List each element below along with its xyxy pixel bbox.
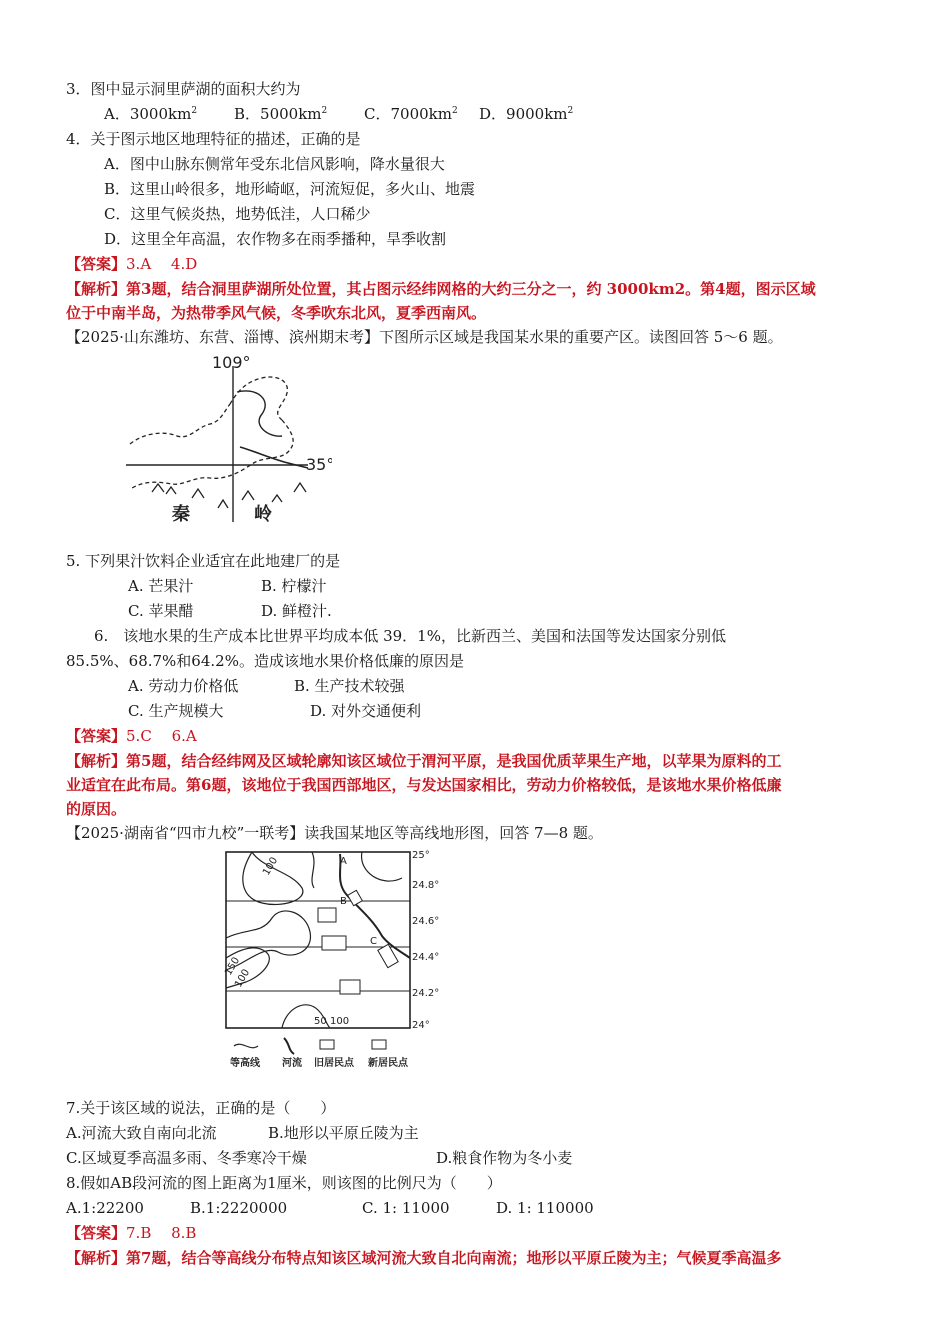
q7-option-c: C.区域夏季高温多雨、冬季寒冷干燥 xyxy=(66,1149,307,1167)
q8-stem: 8.假如AB段河流的图上距离为1厘米，则该图的比例尺为（ ） xyxy=(66,1174,502,1192)
q6-option-c: C. 生产规模大 xyxy=(128,702,224,720)
contour-label-100-bottom: 100 xyxy=(330,1016,350,1027)
q8-option-d: D. 1: 110000 xyxy=(496,1199,594,1217)
legend-new-settlement: 新居民点 xyxy=(368,1058,408,1069)
explanation-5-6-line3: 的原因。 xyxy=(66,800,127,818)
q7-option-b: B.地形以平原丘陵为主 xyxy=(268,1124,419,1142)
lat-24-2: 24.2° xyxy=(412,988,440,999)
q8-options xyxy=(66,1197,594,1219)
explanation-7-8-line1: 【解析】第7题，结合等高线分布特点知该区域河流大致自北向南流；地形以平原丘陵为主；气候夏季高温多 xyxy=(66,1249,782,1267)
q7-options-row1 xyxy=(66,1122,419,1144)
q7-stem: 7.关于该区域的说法，正确的是（ ） xyxy=(66,1099,336,1117)
lat-24-8: 24.8° xyxy=(412,880,440,891)
q5-options-row2 xyxy=(128,600,332,622)
q8-option-b: B.1:2220000 xyxy=(190,1199,288,1217)
contour-label-50: 50 xyxy=(314,1016,327,1027)
intro-7-8: 【2025·湖南省“四市九校”一联考】读我国某地区等高线地形图，回答 7—8 题。 xyxy=(66,824,603,842)
explanation-5-6-line2: 业适宜在此布局。第6题，该地位于我国西部地区，与发达国家相比，劳动力价格较低，是该地水果价格低廉 xyxy=(66,776,782,794)
weihe-plain-map xyxy=(122,352,332,530)
q3-option-d: D．9000km xyxy=(479,105,568,123)
legend-old-settlement: 旧居民点 xyxy=(314,1058,354,1069)
q4-option-a: A．图中山脉东侧常年受东北信风影响，降水量很大 xyxy=(104,155,445,173)
q3-option-a: A．3000km xyxy=(104,105,192,123)
q7-options-row2 xyxy=(66,1147,572,1169)
q6-options-row1 xyxy=(128,675,405,697)
answer-3-4: 【答案】3.A 4.D xyxy=(66,255,198,273)
explanation-3-4-line1: 【解析】第3题，结合洞里萨湖所处位置，其占图示经纬网格的大约三分之一，约 3000km2。第4题，图示区域 xyxy=(66,280,816,298)
point-c: C xyxy=(370,936,377,947)
q3-options: A．$3000km^2$ B．$5000km^2$ C．$7000km^2$ D．$9000km^2$ xyxy=(104,105,574,123)
point-b: B xyxy=(340,896,347,907)
answer-7-8: 【答案】7.B 8.B xyxy=(66,1224,197,1242)
lat-24: 24° xyxy=(412,1020,430,1031)
q5-option-a: A. 芒果汁 xyxy=(128,577,194,595)
q3-option-c: C．7000km xyxy=(364,105,452,123)
q8-option-c: C. 1: 11000 xyxy=(362,1199,450,1217)
q3-stem: 3．图中显示洞里萨湖的面积大约为 xyxy=(66,80,301,98)
q5-stem: 5. 下列果汁饮料企业适宜在此地建厂的是 xyxy=(66,552,341,570)
contour-label-100-top: 100 xyxy=(261,855,281,878)
intro-5-6: 【2025·山东潍坊、东营、淄博、滨州期末考】下图所示区域是我国某水果的重要产区。读图回答 5～6 题。 xyxy=(66,328,783,346)
q4-option-b: B．这里山岭很多，地形崎岖，河流短促，多火山、地震 xyxy=(104,180,476,198)
q3-option-b: B．5000km xyxy=(234,105,322,123)
answer-5-6: 【答案】5.C 6.A xyxy=(66,727,197,745)
q5-option-d: D. 鲜橙汁. xyxy=(261,602,332,620)
contour-label-150: 150 xyxy=(223,955,243,978)
q6-options-row2 xyxy=(128,700,421,722)
legend-river: 河流 xyxy=(282,1058,302,1069)
q6-option-a: A. 劳动力价格低 xyxy=(128,677,239,695)
q5-options-row1 xyxy=(128,575,327,597)
lat-24-6: 24.6° xyxy=(412,916,440,927)
q6-stem-line1: 6. 该地水果的生产成本比世界平均成本低 39．1%，比新西兰、美国和法国等发达国家分别低 xyxy=(94,627,726,645)
q6-stem-line2: 85.5%、68.7%和64.2%。造成该地水果价格低廉的原因是 xyxy=(66,652,464,670)
lat-24-4: 24.4° xyxy=(412,952,440,963)
qinling-label-left: 秦 xyxy=(172,504,190,525)
lat-25: 25° xyxy=(412,850,430,861)
q7-option-d: D.粮食作物为冬小麦 xyxy=(436,1149,573,1167)
q8-option-a: A.1:22200 xyxy=(66,1199,144,1217)
contour-label-100-left: 100 xyxy=(233,967,253,990)
explanation-5-6-line1: 【解析】第5题，结合经纬网及区域轮廓知该区域位于渭河平原，是我国优质苹果生产地，以苹果为原料的工 xyxy=(66,752,782,770)
point-a: A xyxy=(340,856,347,867)
q4-option-c: C．这里气候炎热，地势低洼，人口稀少 xyxy=(104,205,371,223)
q6-option-b: B. 生产技术较强 xyxy=(294,677,405,695)
q4-option-d: D．这里全年高温，农作物多在雨季播种，旱季收割 xyxy=(104,230,447,248)
latitude-label: 35° xyxy=(306,455,332,474)
q5-option-b: B. 柠檬汁 xyxy=(261,577,327,595)
legend-contour: 等高线 xyxy=(230,1058,260,1069)
explanation-3-4-line2: 位于中南半岛，为热带季风气候，冬季吹东北风，夏季西南风。 xyxy=(66,304,487,322)
longitude-label: 109° xyxy=(212,353,251,372)
contour-topographic-map xyxy=(222,848,440,1070)
q6-option-d: D. 对外交通便利 xyxy=(310,702,422,720)
q5-option-c: C. 苹果醋 xyxy=(128,602,194,620)
q4-stem: 4．关于图示地区地理特征的描述，正确的是 xyxy=(66,130,361,148)
q7-option-a: A.河流大致自南向北流 xyxy=(66,1124,217,1142)
qinling-label-right: 岭 xyxy=(254,504,272,525)
